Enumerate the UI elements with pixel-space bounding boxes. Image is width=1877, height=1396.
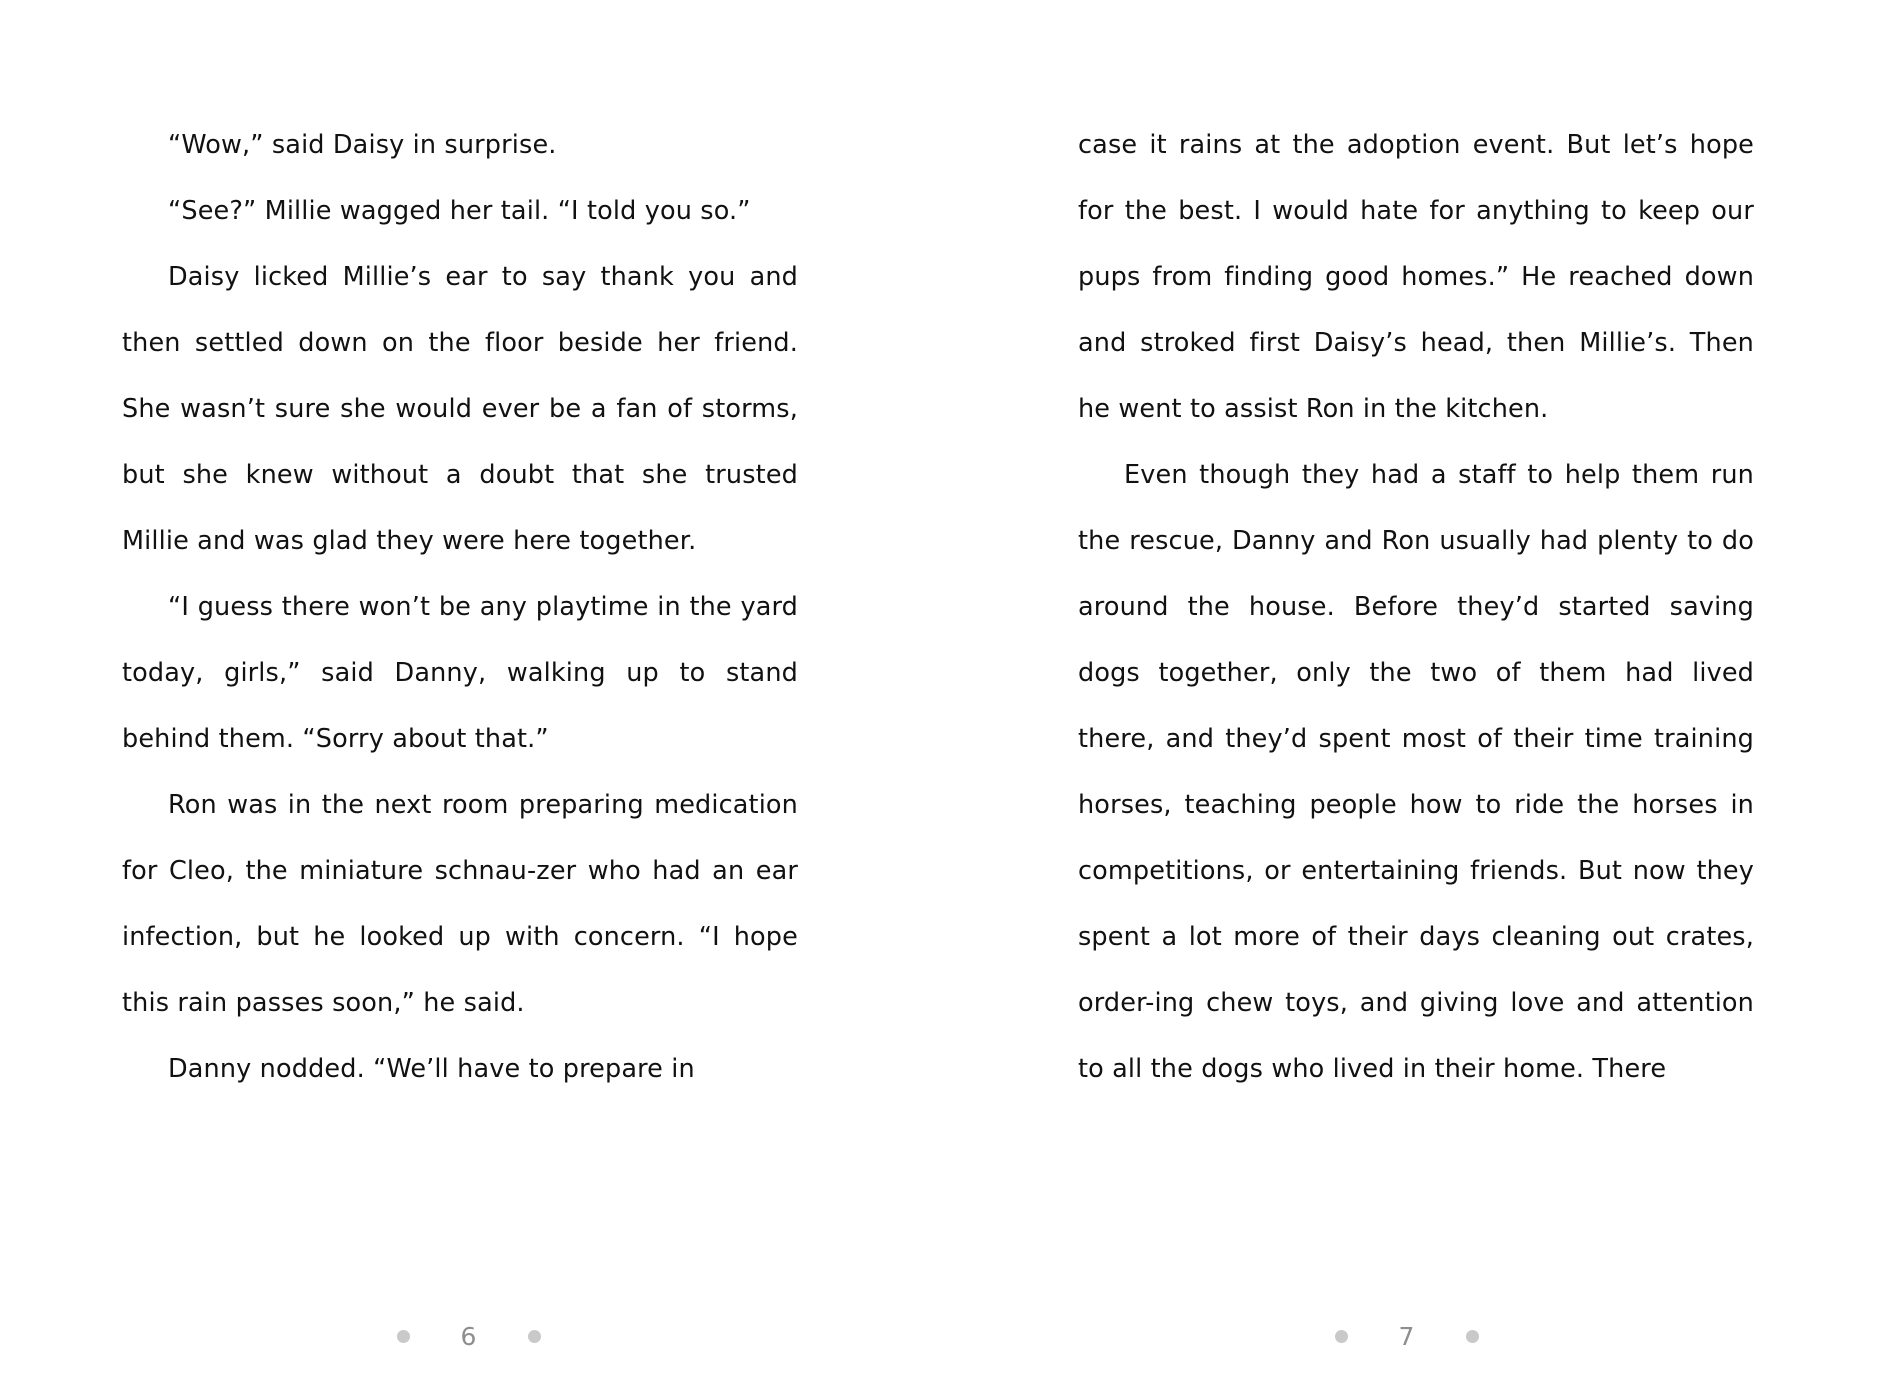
page-left bbox=[0, 0, 938, 1396]
page-right bbox=[938, 0, 1876, 1396]
paragraph: case it rains at the adoption event. But let’s hope for the best. I would hate for anything to keep our pups from finding good homes.” He reached down and stroked first Daisy’s head, then Millie’s. Then he went to assist Ron in the kitchen. bbox=[1078, 130, 1754, 424]
paragraph: “See?” Millie wagged her tail. “I told you so.” bbox=[168, 196, 751, 226]
page-number: 6 bbox=[460, 1321, 478, 1351]
paragraph: Ron was in the next room preparing medication for Cleo, the miniature schnau-zer who had an ear infection, but he looked up with concern. “I hope this rain passes soon,” he said. bbox=[122, 790, 798, 1018]
page-number: 7 bbox=[1398, 1321, 1416, 1351]
dot-ornament-icon bbox=[528, 1330, 541, 1343]
dot-ornament-icon bbox=[397, 1330, 410, 1343]
paragraph: Even though they had a staff to help them run the rescue, Danny and Ron usually had plenty to do around the house. Before they’d started saving dogs together, only the two of them had lived there, and they’d spent most of their time training horses, teaching people how to ride the horses in competitions, or entertaining friends. But now they spent a lot more of their days cleaning out crates, order-ing chew toys, and giving love and attention to all the dogs who lived in their home. There bbox=[1078, 460, 1754, 1084]
paragraph: “Wow,” said Daisy in surprise. bbox=[168, 130, 557, 160]
dot-ornament-icon bbox=[1466, 1330, 1479, 1343]
paragraph: “I guess there won’t be any playtime in the yard today, girls,” said Danny, walking up to stand behind them. “Sorry about that.” bbox=[122, 592, 798, 754]
paragraph: Danny nodded. “We’ll have to prepare in bbox=[168, 1054, 695, 1084]
page-right-footer bbox=[938, 1276, 1876, 1396]
page-left-footer bbox=[0, 1276, 938, 1396]
dot-ornament-icon bbox=[1335, 1330, 1348, 1343]
paragraph: Daisy licked Millie’s ear to say thank you and then settled down on the floor beside her friend. She wasn’t sure she would ever be a fan of storms, but she knew without a doubt that she trusted Millie and was glad they were here together. bbox=[122, 262, 798, 556]
page-left-body bbox=[122, 112, 798, 1102]
page-right-body bbox=[1078, 112, 1754, 1102]
